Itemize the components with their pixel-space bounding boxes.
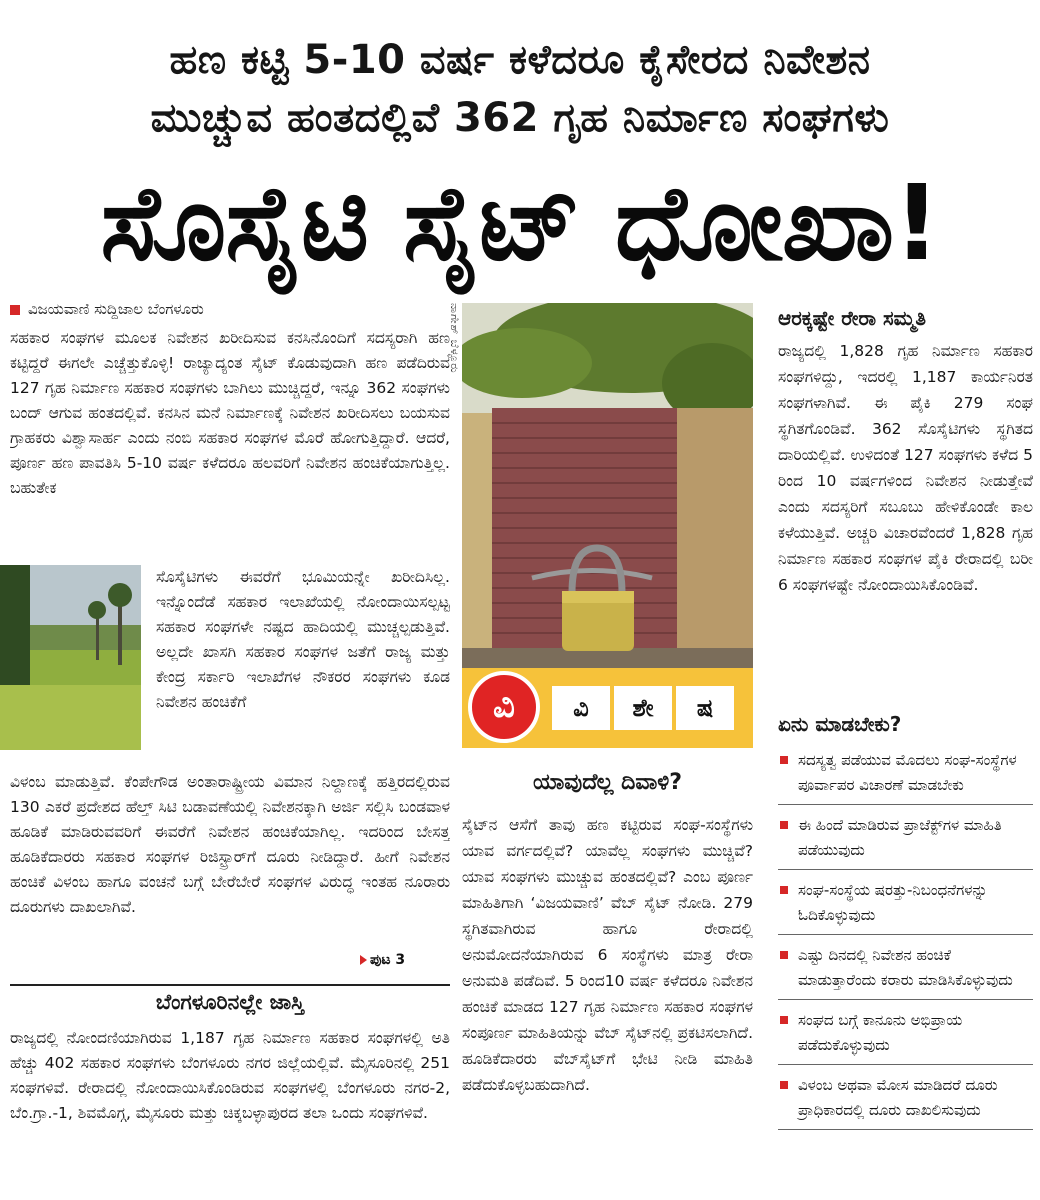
continued-arrow-icon: [360, 955, 367, 965]
todo-item: ಸಂಘ-ಸಂಸ್ಥೆಯ ಷರತ್ತು-ನಿಬಂಧನೆಗಳನ್ನು ಓದಿಕೊಳ್ಳುವುದು: [778, 878, 1033, 935]
vishesha-letter-1: ವಿ: [552, 686, 610, 730]
bengaluru-para: [10, 1026, 450, 1186]
todo-item: ಈ ಹಿಂದೆ ಮಾಡಿರುವ ಪ್ರಾಜೆಕ್ಟ್‌ಗಳ ಮಾಹಿತಿ ಪಡೆಯುವುದು: [778, 813, 1033, 870]
photo-credit: ನಾಗೇಶ್ ಬೆಳ್ಳೂರು: [448, 303, 461, 374]
left-para-top-text: ಸಹಕಾರ ಸಂಘಗಳ ಮೂಲಕ ನಿವೇಶನ ಖರೀದಿಸುವ ಕನಸಿನೊಂದಿಗೆ ಸದಸ್ಯರಾಗಿ ಹಣ ಕಟ್ಟಿದ್ದರೆ ಈಗಲೇ ಎಚ್ಚೆತ್ತುಕೊಳ್ಳಿ! ರಾಜ್ಯಾದ್ಯಂತ ಸೈಟ್ ಕೊಡುವುದಾಗಿ ಹಣ ಪಡೆದಿರುವ 127 ಗೃಹ ನಿರ್ಮಾಣ ಸಹಕಾರ ಸಂಘಗಳು ಬಾಗಿಲು ಮುಚ್ಚಿದ್ದರೆ, ಇನ್ನೂ 362 ಸಂಘಗಳು ಬಂದ್ ಆಗುವ ಹಂತದಲ್ಲಿವೆ. ಕನಸಿನ ಮನೆ ನಿರ್ಮಾಣಕ್ಕೆ ನಿವೇಶನ ಖರೀದಿಸಲು ಬಯಸುವ ಗ್ರಾಹಕರು ವಿಶ್ವಾಸಾರ್ಹ ಎಂದು ನಂಬಿ ಸಹಕಾರ ಸಂಘಗಳ ಮೊರೆ ಹೋಗುತ್ತಿದ್ದಾರೆ. ಆದರೆ, ಪೂರ್ಣ ಹಣ ಪಾವತಿಸಿ 5-10 ವರ್ಷ ಕಳೆದರೂ ಹಲವರಿಗೆ ನಿವೇಶನ ಹಂಚಿಕೆಯಾಗುತ್ತಿಲ್ಲ. ಬಹುತೇಕ: [10, 329, 450, 497]
rera-heading: ಆರಕ್ಕಷ್ಟೇ ರೇರಾ ಸಮ್ಮತಿ: [778, 306, 926, 330]
vacant-land-photo: [0, 565, 141, 750]
bengaluru-para-text: ರಾಜ್ಯದಲ್ಲಿ ನೋಂದಣಿಯಾಗಿರುವ 1,187 ಗೃಹ ನಿರ್ಮಾಣ ಸಹಕಾರ ಸಂಘಗಳಲ್ಲಿ ಅತಿ ಹೆಚ್ಚು 402 ಸಹಕಾರ ಸಂಘಗಳು ಬೆಂಗಳೂರು ನಗರ ಜಿಲ್ಲೆಯಲ್ಲಿವೆ. ಮೈಸೂರಿನಲ್ಲಿ 251 ಸಂಘಗಳಿವೆ. ರೇರಾದಲ್ಲಿ ನೋಂದಾಯಿಸಿಕೊಂಡಿರುವ ಸಂಘಗಳಲ್ಲಿ ಬೆಂಗಳೂರು ನಗರ-2, ಬೆಂ.ಗ್ರಾ.-1, ಶಿವಮೊಗ್ಗ, ಮೈಸೂರು ಮತ್ತು ಚಿಕ್ಕಬಳ್ಳಾಪುರದ ತಲಾ ಒಂದು ಸಂಘಗಳಿವೆ.: [10, 1029, 450, 1122]
left-para-bottom-text: ವಿಳಂಬ ಮಾಡುತ್ತಿವೆ. ಕೆಂಪೇಗೌಡ ಅಂತಾರಾಷ್ಟ್ರೀಯ ವಿಮಾನ ನಿಲ್ದಾಣಕ್ಕೆ ಹತ್ತಿರದಲ್ಲಿರುವ 130 ಎಕರೆ ಪ್ರದೇಶದ ಹೆಲ್ತ್ ಸಿಟಿ ಬಡಾವಣೆಯಲ್ಲಿ ನಿವೇಶನಕ್ಕಾಗಿ ಅರ್ಜಿ ಸಲ್ಲಿಸಿ ಬಂಡವಾಳ ಹೂಡಿಕೆ ಮಾಡಿರುವವರಿಗೆ ಈವರೆಗೆ ನಿವೇಶನ ಹಂಚಿಕೆಯಾಗಿಲ್ಲ. ಇದರಿಂದ ಬೇಸತ್ತ ಹೂಡಿಕೆದಾರರು ಸಹಕಾರ ಸಂಘಗಳ ರಿಜಿಸ್ಟ್ರಾರ್‌ಗೆ ದೂರು ನೀಡಿದ್ದಾರೆ. ಹೀಗೆ ನಿವೇಶನ ಹಂಚಿಕೆ ವಿಳಂಬ ಹಾಗೂ ವಂಚನೆ ಬಗ್ಗೆ ಬೇರೆಬೇರೆ ಸಂಘಗಳ ವಿರುದ್ಧ ಇಂತಹ ನೂರಾರು ದೂರುಗಳು ದಾಖಲಾಗಿವೆ.: [10, 773, 450, 916]
vishesha-logo: ವಿ: [468, 671, 540, 743]
byline: [10, 300, 450, 318]
left-para-top: [10, 326, 450, 564]
locked-shutter-photo: [462, 303, 753, 672]
vishesha-badge: [462, 668, 753, 748]
vishesha-letters: [552, 686, 734, 730]
middle-para: [462, 812, 753, 1182]
kicker-line-2: ಮುಚ್ಚುವ ಹಂತದಲ್ಲಿವೆ 362 ಗೃಹ ನಿರ್ಮಾಣ ಸಂಘಗಳು: [150, 95, 890, 141]
todo-list-container: [778, 748, 1033, 1188]
byline-marker: [10, 305, 20, 315]
continued-text: ಪುಟ 3: [370, 952, 406, 968]
todo-item: ಸಂಘದ ಬಗ್ಗೆ ಕಾನೂನು ಅಭಿಪ್ರಾಯ ಪಡೆದುಕೊಳ್ಳುವುದು: [778, 1008, 1033, 1065]
kicker-line-1: ಹಣ ಕಟ್ಟಿ 5-10 ವರ್ಷ ಕಳೆದರೂ ಕೈಸೇರದ ನಿವೇಶನ: [169, 37, 871, 83]
todo-item: ವಿಳಂಬ ಅಥವಾ ಮೋಸ ಮಾಡಿದರೆ ದೂರು ಪ್ರಾಧಿಕಾರದಲ್ಲಿ ದೂರು ದಾಖಲಿಸುವುದು: [778, 1073, 1033, 1130]
vishesha-letter-3: ಷ: [676, 686, 734, 730]
bengaluru-heading: ಬೆಂಗಳೂರಿನಲ್ಲೇ ಜಾಸ್ತಿ: [155, 990, 305, 1014]
rera-para-text: ರಾಜ್ಯದಲ್ಲಿ 1,828 ಗೃಹ ನಿರ್ಮಾಣ ಸಹಕಾರ ಸಂಘಗಳಿದ್ದು, ಇದರಲ್ಲಿ 1,187 ಕಾರ್ಯನಿರತ ಸಂಘಗಳಾಗಿವೆ. ಈ ಪೈಕಿ 279 ಸಂಘ ಸ್ಥಗಿತಗೊಂಡಿವೆ. 362 ಸೊಸೈಟಿಗಳು ಸ್ಥಗಿತದ ದಾರಿಯಲ್ಲಿವೆ. ಉಳಿದಂತೆ 127 ಸಂಘಗಳು ಕಳೆದ 5 ರಿಂದ 10 ವರ್ಷಗಳಿಂದ ನಿವೇಶನ ನೀಡುತ್ತೇವೆ ಎಂದು ಸದಸ್ಯರಿಗೆ ಸಬೂಬು ಹೇಳಿಕೊಂಡೇ ಕಾಲ ಕಳೆಯುತ್ತಿವೆ. ಅಚ್ಚರಿ ವಿಚಾರವೆಂದರೆ 1,828 ಗೃಹ ನಿರ್ಮಾಣ ಸಹಕಾರ ಸಂಘಗಳ ಪೈಕಿ ರೇರಾದಲ್ಲಿ ಬರೀ 6 ಸಂಘಗಳಷ್ಟೇ ನೋಂದಾಯಿಸಿಕೊಂಡಿವೆ.: [778, 342, 1033, 594]
continued-marker: [360, 952, 405, 968]
left-para-bottom: [10, 770, 450, 970]
middle-heading: ಯಾವುದೆಲ್ಲ ದಿವಾಳಿ?: [532, 770, 683, 795]
middle-para-text: ಸೈಟ್‌ನ ಆಸೆಗೆ ತಾವು ಹಣ ಕಟ್ಟಿರುವ ಸಂಘ-ಸಂಸ್ಥೆಗಳು ಯಾವ ವರ್ಗದಲ್ಲಿವೆ? ಯಾವೆಲ್ಲ ಸಂಘಗಳು ಮುಚ್ಚಿವೆ? ಯಾವ ಸಂಘಗಳು ಮುಚ್ಚುವ ಹಂತದಲ್ಲಿವೆ? ಎಂಬ ಪೂರ್ಣ ಮಾಹಿತಿಗಾಗಿ ‘ವಿಜಯವಾಣಿ’ ವೆಬ್ ಸೈಟ್ ನೋಡಿ. 279 ಸ್ಥಗಿತವಾಗಿರುವ ಹಾಗೂ ರೇರಾದಲ್ಲಿ ಅನುಮೋದನೆಯಾಗಿರುವ 6 ಸಂಸ್ಥೆಗಳು ಮಾತ್ರ ರೇರಾ ಅನುಮತಿ ಪಡೆದಿವೆ. 5 ರಿಂದ10 ವರ್ಷ ಕಳೆದರೂ ನಿವೇಶನ ಹಂಚಿಕೆ ಮಾಡದ 127 ಗೃಹ ನಿರ್ಮಾಣ ಸಹಕಾರ ಸಂಘಗಳ ಸಂಪೂರ್ಣ ಮಾಹಿತಿಯನ್ನು ವೆಬ್ ಸೈಟ್‌ನಲ್ಲಿ ಪ್ರಕಟಿಸಲಾಗಿದೆ. ಹೂಡಿಕೆದಾರರು ವೆಬ್‌ಸೈಟ್‌ಗೆ ಭೇಟಿ ನೀಡಿ ಮಾಹಿತಿ ಪಡೆದುಕೊಳ್ಳಬಹುದಾಗಿದೆ.: [462, 816, 753, 1094]
locked-shutter-illustration: [462, 303, 753, 672]
left-para-mid: [156, 565, 450, 765]
todo-list: [778, 748, 1033, 1130]
section-divider: [10, 984, 450, 986]
byline-text: ವಿಜಯವಾಣಿ ಸುದ್ದಿಜಾಲ ಬೆಂಗಳೂರು: [28, 300, 204, 318]
left-para-mid-text: ಸೊಸೈಟಿಗಳು ಈವರೆಗೆ ಭೂಮಿಯನ್ನೇ ಖರೀದಿಸಿಲ್ಲ. ಇನ್ನೊಂದೆಡೆ ಸಹಕಾರ ಇಲಾಖೆಯಲ್ಲಿ ನೋಂದಾಯಿಸಲ್ಪಟ್ಟ ಸಹಕಾರ ಸಂಘಗಳೇ ನಷ್ಟದ ಹಾದಿಯಲ್ಲಿ ಮುಚ್ಚಲ್ಪಡುತ್ತಿವೆ. ಅಲ್ಲದೇ ಖಾಸಗಿ ಸಹಕಾರ ಸಂಘಗಳ ಜತೆಗೆ ರಾಜ್ಯ ಮತ್ತು ಕೇಂದ್ರ ಸರ್ಕಾರಿ ಇಲಾಖೆಗಳ ನೌಕರರ ಸಂಘಗಳು ಕೂಡ ನಿವೇಶನ ಹಂಚಿಕೆಗೆ: [156, 568, 450, 711]
rera-para: [778, 338, 1033, 708]
vacant-land-illustration: [0, 565, 141, 750]
headline: ಸೊಸೈಟಿ ಸೈಟ್ ಧೋಖಾ!: [100, 162, 940, 284]
vishesha-letter-2: ಶೇ: [614, 686, 672, 730]
todo-item: ಸದಸ್ಯತ್ವ ಪಡೆಯುವ ಮೊದಲು ಸಂಘ-ಸಂಸ್ಥೆಗಳ ಪೂರ್ವಾಪರ ವಿಚಾರಣೆ ಮಾಡಬೇಕು: [778, 748, 1033, 805]
todo-item: ಎಷ್ಟು ದಿನದಲ್ಲಿ ನಿವೇಶನ ಹಂಚಿಕೆ ಮಾಡುತ್ತಾರೆಂದು ಕರಾರು ಮಾಡಿಸಿಕೊಳ್ಳುವುದು: [778, 943, 1033, 1000]
todo-heading: ಏನು ಮಾಡಬೇಕು?: [778, 712, 902, 736]
